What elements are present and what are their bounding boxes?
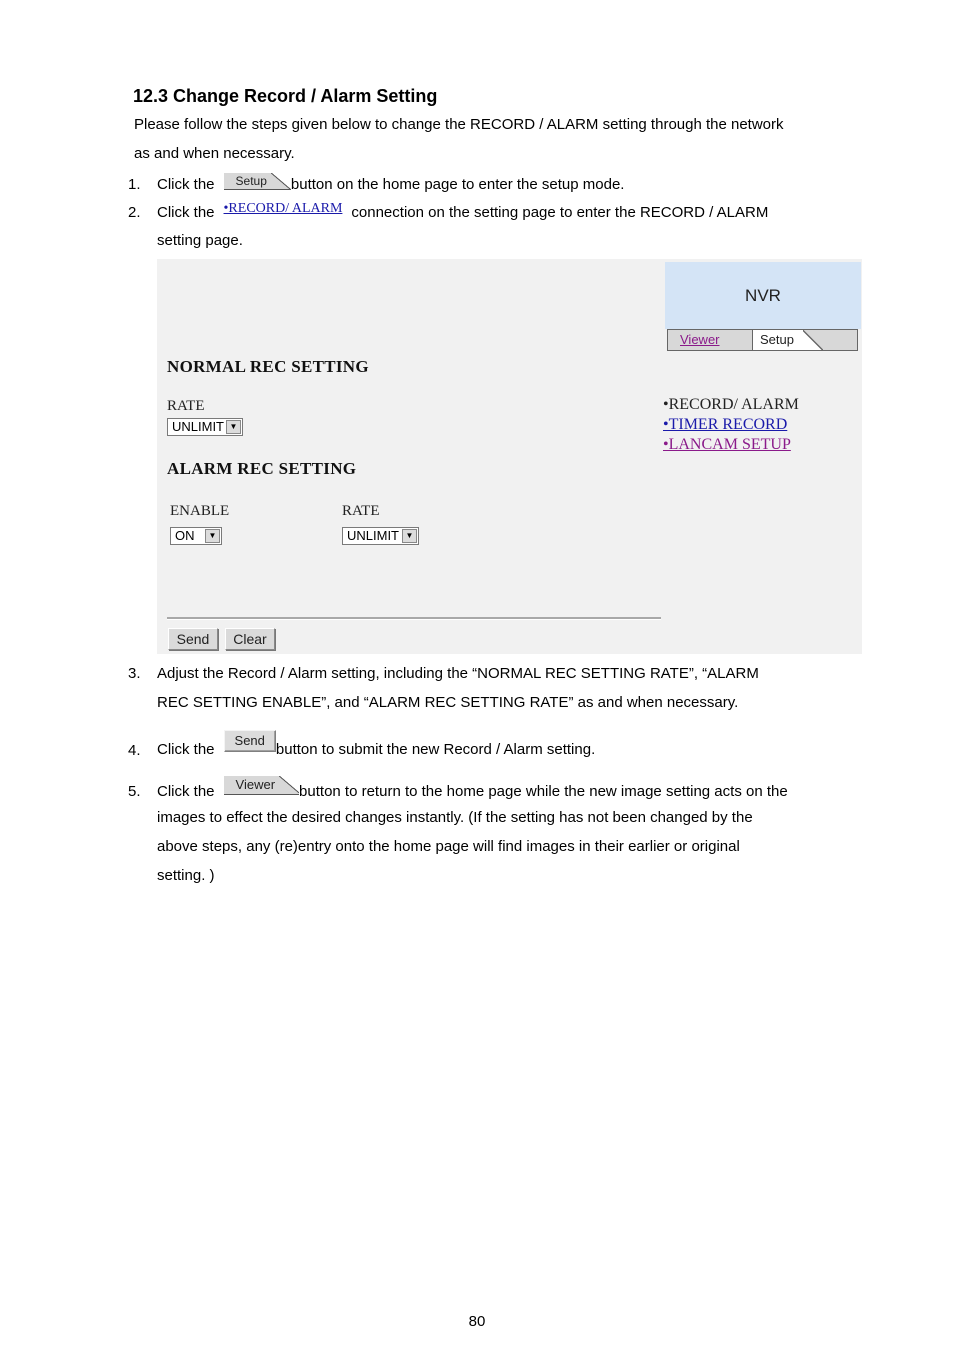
tab-setup-corner bbox=[803, 330, 823, 350]
page-number: 80 bbox=[468, 1313, 486, 1330]
alarm-rate-value: UNLIMIT bbox=[347, 528, 399, 543]
step-4-pre: Click the bbox=[157, 741, 215, 758]
normal-rec-title: NORMAL REC SETTING bbox=[167, 357, 369, 376]
clear-button[interactable]: Clear bbox=[225, 628, 275, 650]
step-1-pre: Click the bbox=[157, 175, 215, 193]
step-5-pre: Click the bbox=[157, 783, 215, 800]
normal-rate-value: UNLIMIT bbox=[172, 419, 224, 434]
form-divider bbox=[167, 617, 661, 620]
step-2-line-2: setting page. bbox=[157, 232, 243, 249]
step-number: 1. bbox=[128, 176, 141, 193]
step-5-line-4: setting. ) bbox=[157, 867, 215, 884]
sidebar-item-record-alarm[interactable]: •RECORD/ ALARM bbox=[663, 396, 799, 413]
sidebar-item-timer-record[interactable]: •TIMER RECORD bbox=[663, 416, 788, 433]
tab-viewer[interactable]: Viewer bbox=[680, 332, 720, 347]
alarm-rate-label: RATE bbox=[342, 503, 380, 519]
nvr-header bbox=[665, 262, 861, 329]
setup-button-image: Setup bbox=[224, 173, 291, 190]
step-number: 5. bbox=[128, 783, 141, 800]
chevron-down-icon: ▼ bbox=[226, 420, 241, 434]
step-5-post: button to return to the home page while the new image setting acts on the bbox=[299, 783, 788, 800]
viewer-button-image: Viewer bbox=[224, 776, 300, 795]
step-1-post: button on the home page to enter the setup mode. bbox=[290, 175, 625, 193]
alarm-enable-label: ENABLE bbox=[170, 503, 230, 519]
step-5 bbox=[157, 776, 788, 802]
step-3-line-1: Adjust the Record / Alarm setting, including the “NORMAL REC SETTING RATE”, “ALARM bbox=[157, 665, 759, 682]
step-2 bbox=[157, 200, 768, 224]
mode-tabs bbox=[667, 329, 858, 351]
alarm-enable-select[interactable] bbox=[170, 527, 222, 545]
step-5-line-3: above steps, any (re)entry onto the home page will find images in their earlier or original bbox=[157, 838, 740, 855]
intro-line-1: Please follow the steps given below to change the RECORD / ALARM setting through the network bbox=[134, 116, 784, 133]
alarm-rec-title: ALARM REC SETTING bbox=[167, 459, 357, 478]
step-number: 2. bbox=[128, 204, 141, 221]
step-5-line-2: images to effect the desired changes instantly. (If the setting has not been changed by the bbox=[157, 809, 753, 826]
send-button[interactable]: Send bbox=[168, 628, 218, 650]
tab-setup[interactable]: Setup bbox=[760, 332, 794, 347]
step-number: 4. bbox=[128, 742, 141, 759]
alarm-enable-value: ON bbox=[175, 528, 195, 543]
sidebar-item-lancam-setup[interactable]: •LANCAM SETUP bbox=[663, 436, 791, 453]
alarm-rate-select[interactable] bbox=[342, 527, 419, 545]
step-1 bbox=[157, 172, 624, 196]
nvr-title: NVR bbox=[745, 286, 781, 305]
step-2-post: connection on the setting page to enter the RECORD / ALARM bbox=[351, 203, 769, 221]
chevron-down-icon: ▼ bbox=[205, 529, 220, 543]
chevron-down-icon: ▼ bbox=[402, 529, 417, 543]
record-alarm-link-image: •RECORD/ ALARM bbox=[223, 201, 343, 216]
normal-rate-label: RATE bbox=[167, 398, 205, 414]
normal-rate-select[interactable] bbox=[167, 418, 243, 436]
setup-page-screenshot bbox=[157, 259, 862, 654]
step-4-post: button to submit the new Record / Alarm setting. bbox=[275, 741, 596, 758]
step-number: 3. bbox=[128, 665, 141, 682]
step-3-line-2: REC SETTING ENABLE”, and “ALARM REC SETTING RATE” as and when necessary. bbox=[157, 694, 739, 711]
intro-line-2: as and when necessary. bbox=[134, 145, 295, 162]
send-button-image: Send bbox=[224, 730, 276, 752]
step-4 bbox=[157, 730, 595, 760]
step-2-pre: Click the bbox=[157, 203, 215, 221]
section-heading: 12.3 Change Record / Alarm Setting bbox=[133, 86, 438, 106]
